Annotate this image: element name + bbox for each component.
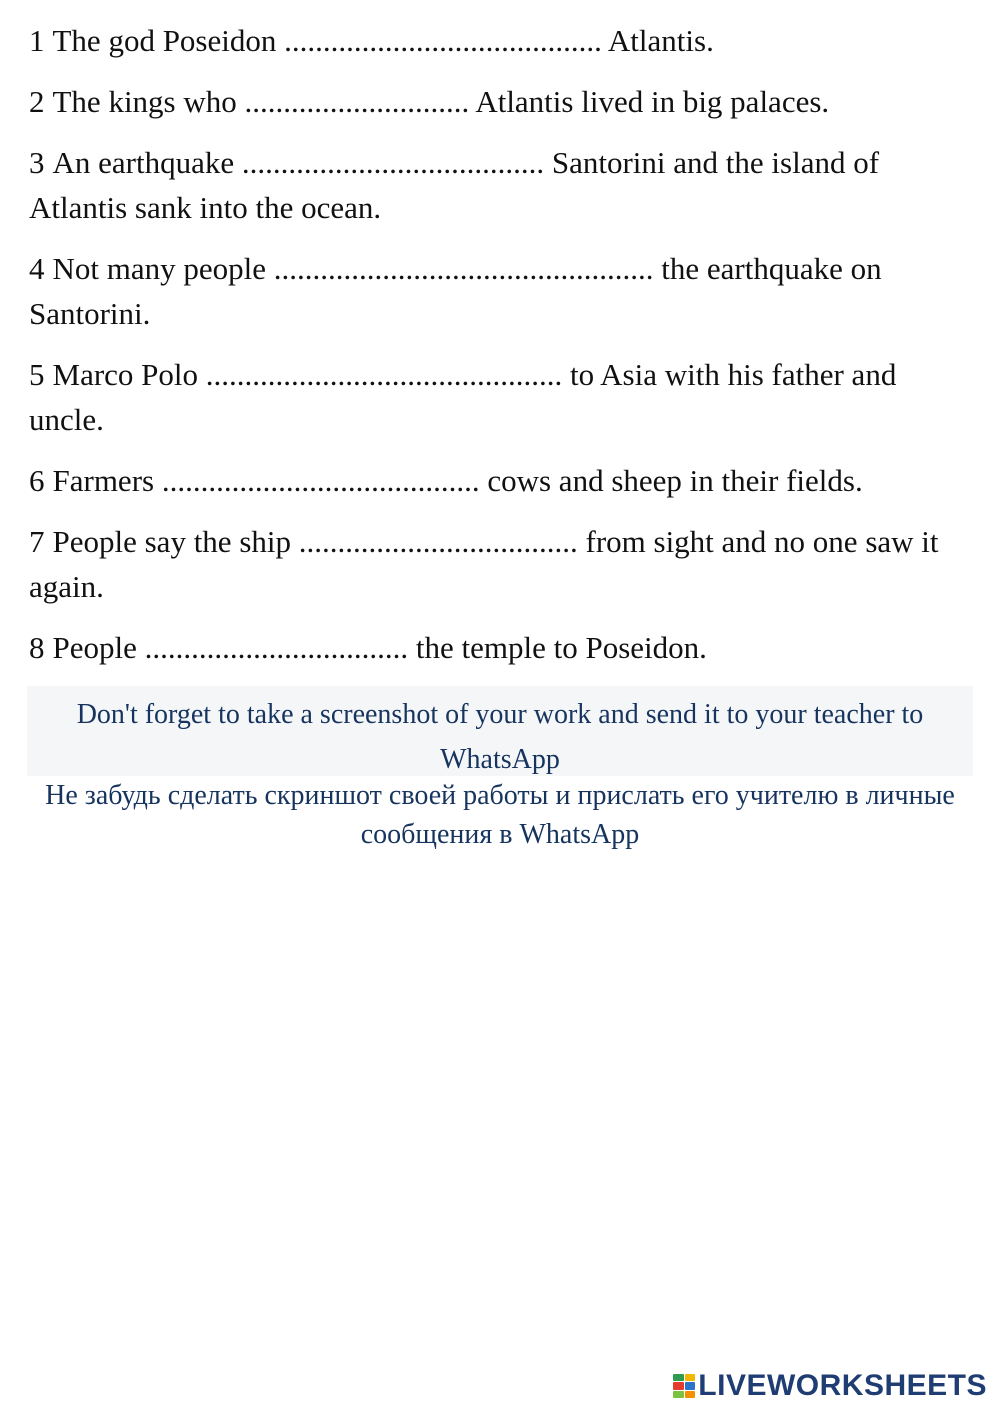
brand-name: LIVEWORKSHEETS bbox=[698, 1369, 987, 1402]
exercise-text-after: the earthquake on Santorini. bbox=[29, 251, 882, 331]
exercise-item bbox=[29, 519, 969, 609]
exercise-number: 4 bbox=[29, 251, 45, 286]
exercise-item bbox=[29, 352, 969, 442]
exercise-list bbox=[29, 18, 969, 686]
exercise-text-after: Atlantis lived in big palaces. bbox=[475, 84, 830, 119]
exercise-item bbox=[29, 458, 969, 503]
exercise-item bbox=[29, 625, 969, 670]
exercise-text-before: The kings who bbox=[52, 84, 237, 119]
logo-square bbox=[673, 1374, 684, 1381]
logo-square bbox=[685, 1391, 696, 1398]
liveworksheets-logo[interactable] bbox=[673, 1369, 987, 1403]
exercise-number: 3 bbox=[29, 145, 45, 180]
answer-gap[interactable]: ................................................. bbox=[273, 251, 654, 286]
logo-square bbox=[685, 1374, 696, 1381]
exercise-text-before: Not many people bbox=[52, 251, 267, 286]
exercise-text-after: Atlantis. bbox=[607, 23, 714, 58]
exercise-text-before: An earthquake bbox=[52, 145, 235, 180]
exercise-text-after: cows and sheep in their fields. bbox=[487, 463, 863, 498]
answer-gap[interactable]: ......................................... bbox=[161, 463, 480, 498]
exercise-text-before: Marco Polo bbox=[52, 357, 199, 392]
notice-english: Don't forget to take a screenshot of your work and send it to your teacher to WhatsApp bbox=[27, 686, 973, 776]
answer-gap[interactable]: .................................. bbox=[144, 630, 409, 665]
logo-square bbox=[685, 1382, 696, 1389]
exercise-text-after: Santorini and the island of Atlantis sank into the ocean. bbox=[29, 145, 880, 225]
answer-gap[interactable]: .............................................. bbox=[205, 357, 563, 392]
exercise-text-before: People bbox=[52, 630, 137, 665]
liveworksheets-logo-icon bbox=[673, 1374, 695, 1398]
notice-russian: Не забудь сделать скриншот своей работы и прислать его учителю в личные сообщения в WhatsApp bbox=[45, 780, 955, 850]
logo-square bbox=[673, 1391, 684, 1398]
answer-gap[interactable]: ............................. bbox=[244, 84, 470, 119]
exercise-item bbox=[29, 18, 969, 63]
exercise-text-after: from sight and no one saw it again. bbox=[29, 524, 939, 604]
exercise-item bbox=[29, 79, 969, 124]
exercise-text-after: to Asia with his father and uncle. bbox=[29, 357, 897, 437]
exercise-text-before: The god Poseidon bbox=[52, 23, 277, 58]
exercise-number: 6 bbox=[29, 463, 45, 498]
answer-gap[interactable]: .................................... bbox=[298, 524, 578, 559]
exercise-number: 1 bbox=[29, 23, 45, 58]
exercise-number: 8 bbox=[29, 630, 45, 665]
exercise-text-before: Farmers bbox=[52, 463, 155, 498]
exercise-item bbox=[29, 246, 969, 336]
exercise-text-before: People say the ship bbox=[52, 524, 291, 559]
exercise-number: 5 bbox=[29, 357, 45, 392]
exercise-number: 2 bbox=[29, 84, 45, 119]
exercise-item bbox=[29, 140, 969, 230]
exercise-number: 7 bbox=[29, 524, 45, 559]
answer-gap[interactable]: ....................................... bbox=[241, 145, 545, 180]
answer-gap[interactable]: ......................................... bbox=[284, 23, 602, 58]
exercise-text-after: the temple to Poseidon. bbox=[415, 630, 707, 665]
logo-square bbox=[673, 1382, 684, 1389]
